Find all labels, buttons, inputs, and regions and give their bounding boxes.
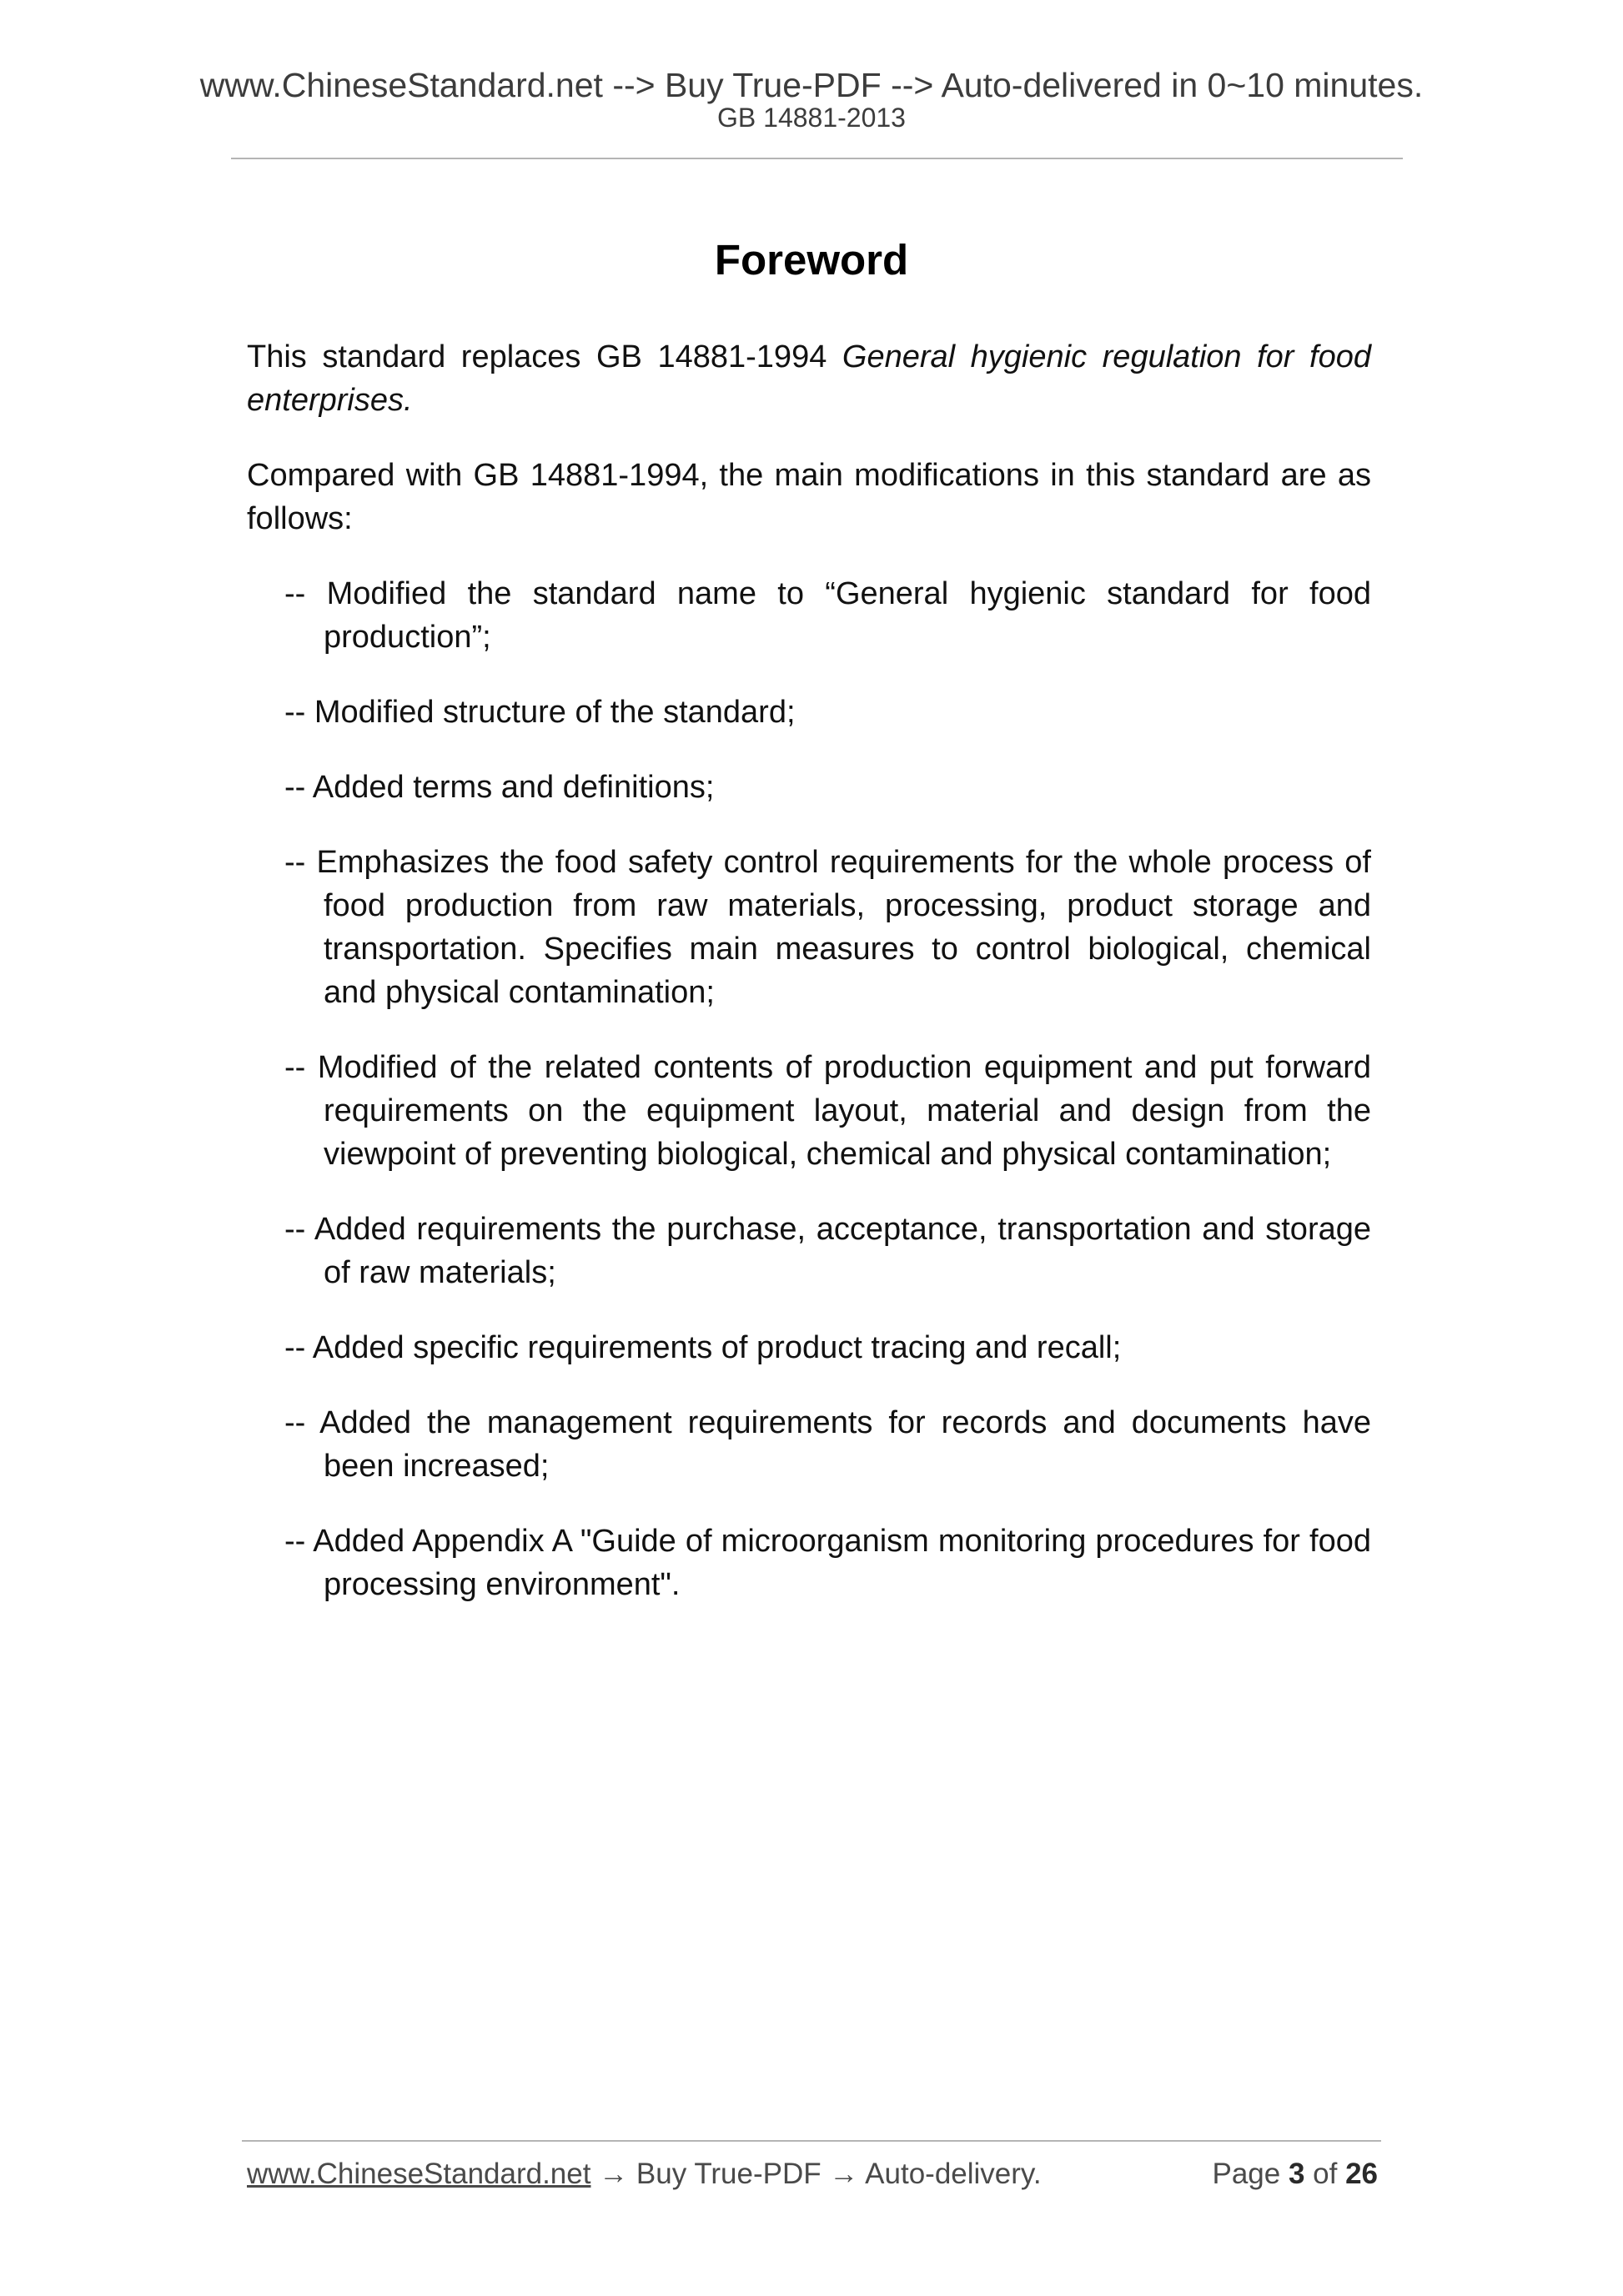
page-of: of bbox=[1304, 2158, 1346, 2190]
modification-item: -- Emphasizes the food safety control requirements for the whole process of food production from raw materials, processing, product storage and transportation. Specifies main measures to control biological, chemical and physical contamination; bbox=[284, 845, 1371, 1010]
page-current: 3 bbox=[1288, 2158, 1305, 2190]
footer-promo bbox=[247, 2156, 1042, 2193]
intro-paragraph bbox=[247, 335, 1371, 422]
modification-item: -- Added specific requirements of product tracing and recall; bbox=[284, 1330, 1122, 1365]
replaced-standard-title: General hygienic regulation for food enterprises. bbox=[247, 339, 1371, 418]
modification-item: -- Added Appendix A "Guide of microorganism monitoring procedures for food processing environment". bbox=[284, 1524, 1371, 1602]
intro-text: This standard replaces GB 14881-1994 bbox=[247, 339, 842, 374]
footer-site-link[interactable]: www.ChineseStandard.net bbox=[247, 2158, 591, 2190]
footer-promo-text: → Buy True-PDF → Auto-delivery. bbox=[590, 2158, 1042, 2190]
modification-item: -- Added the management requirements for records and documents have been increased; bbox=[284, 1405, 1371, 1484]
modification-item: -- Modified the standard name to “General hygienic standard for food production”; bbox=[284, 576, 1371, 655]
page-number bbox=[1212, 2156, 1378, 2193]
page-label: Page bbox=[1212, 2158, 1289, 2190]
header-banner: www.ChineseStandard.net --> Buy True-PDF --> Auto-delivered in 0~10 minutes. bbox=[199, 66, 1424, 104]
modification-item: -- Added requirements the purchase, acceptance, transportation and storage of raw materials; bbox=[284, 1212, 1371, 1290]
modification-item: -- Modified structure of the standard; bbox=[284, 695, 796, 730]
modification-item: -- Added terms and definitions; bbox=[284, 770, 715, 805]
footer-divider bbox=[242, 2140, 1381, 2142]
foreword-body bbox=[247, 335, 1371, 1638]
header-divider bbox=[231, 158, 1403, 159]
page-title: Foreword bbox=[714, 236, 909, 284]
modification-item: -- Modified of the related contents of production equipment and put forward requirements on the equipment layout, material and design from the viewpoint of preventing biological, chemical and physical contamination; bbox=[284, 1050, 1371, 1172]
standard-code: GB 14881-2013 bbox=[717, 103, 906, 133]
comparison-paragraph: Compared with GB 14881-1994, the main modifications in this standard are as follows: bbox=[247, 458, 1371, 536]
page-total: 26 bbox=[1345, 2158, 1378, 2190]
